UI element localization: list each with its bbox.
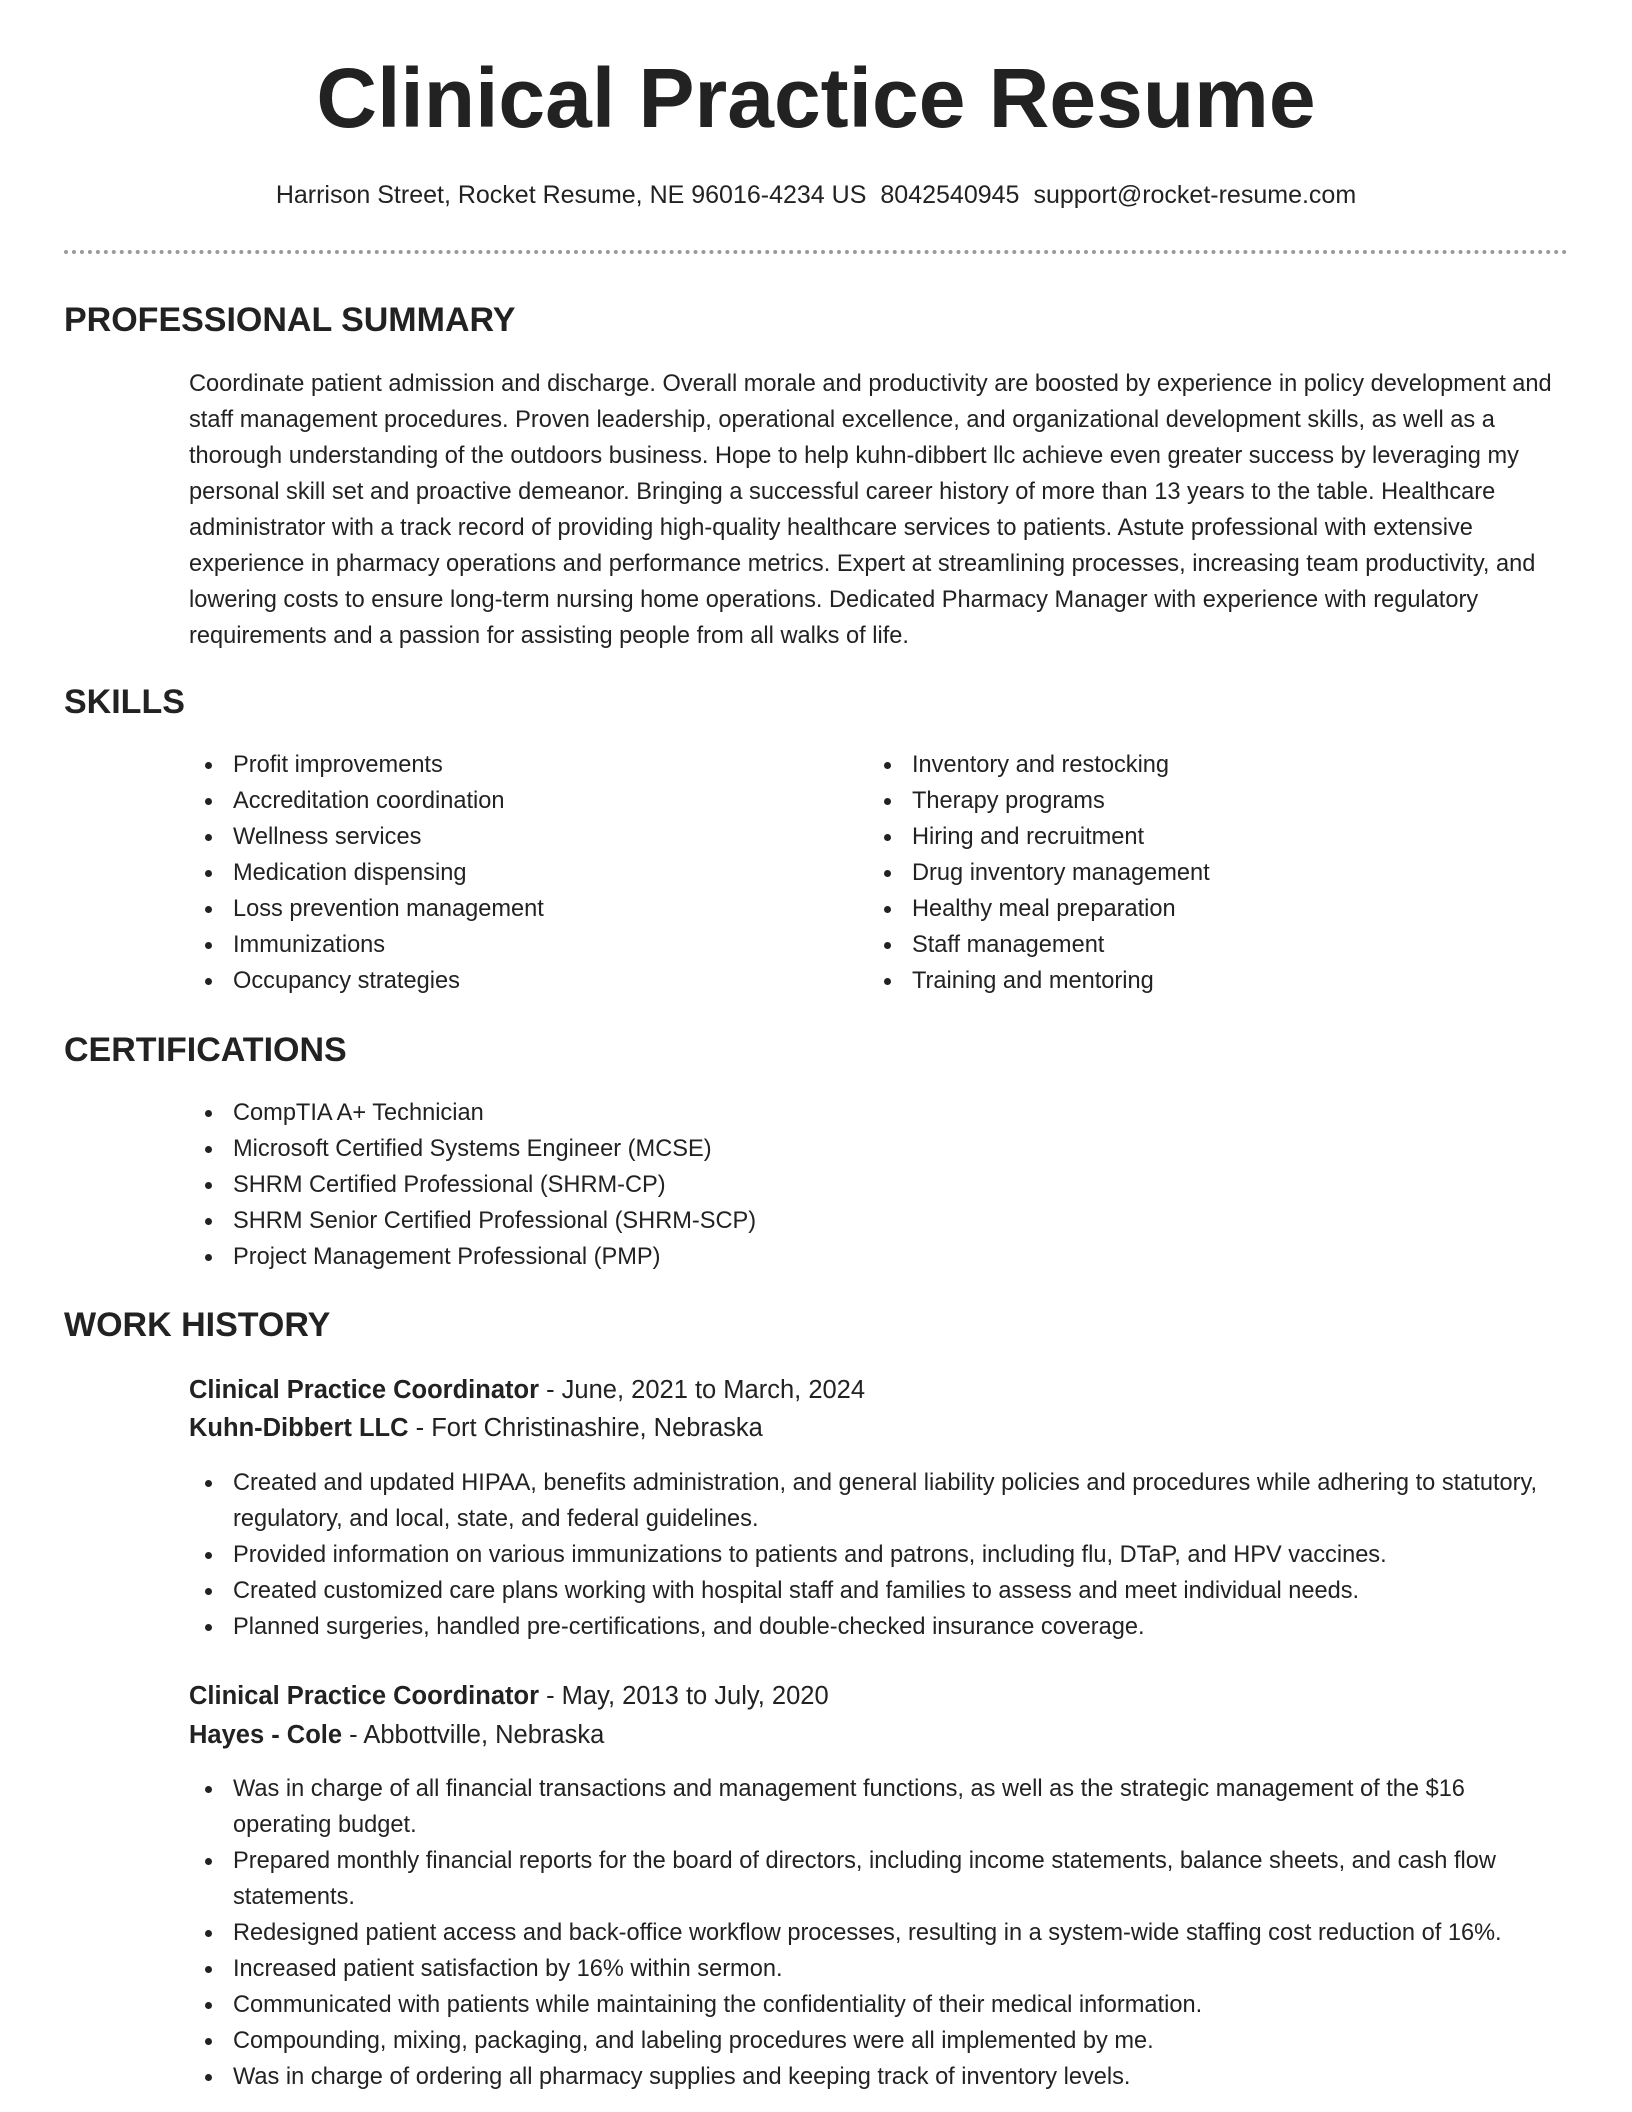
- job-title-line: [189, 1677, 829, 1715]
- skills-list-left: [189, 747, 829, 999]
- list-item: SHRM Senior Certified Professional (SHRM-SCP): [189, 1203, 1489, 1239]
- list-item: Profit improvements: [189, 747, 829, 783]
- certifications-list: [189, 1095, 1489, 1275]
- job-location: - Abbottville, Nebraska: [342, 1721, 605, 1749]
- section-title-certifications: CERTIFICATIONS: [64, 1031, 347, 1069]
- list-item: Immunizations: [189, 927, 829, 963]
- job-company-line: [189, 1716, 604, 1754]
- job-dates: - June, 2021 to March, 2024: [539, 1376, 866, 1404]
- list-item: Redesigned patient access and back-office workflow processes, resulting in a system-wide staffing cost reduction of 16%.: [189, 1915, 1569, 1951]
- list-item: Provided information on various immunizations to patients and patrons, including flu, DTaP, and HPV vaccines.: [189, 1537, 1569, 1573]
- resume-title: Clinical Practice Resume: [316, 51, 1316, 145]
- summary-text: Coordinate patient admission and discharge. Overall morale and productivity are boosted by experience in policy development and staff management procedures. Proven leadership, operational excellence, and organizational development skills, as well as a thorough understanding of the outdoors business. Hope to help kuhn-dibbert llc achieve even greater success by leveraging my personal skill set and proactive demeanor. Bringing a successful career history of more than 13 years to the table. Healthcare administrator with a track record of providing high-quality healthcare services to patients. Astute professional with extensive experience in pharmacy operations and performance metrics. Expert at streamlining processes, increasing team productivity, and lowering costs to ensure long-term nursing home operations. Dedicated Pharmacy Manager with experience with regulatory requirements and a passion for assisting people from all walks of life.: [189, 371, 1552, 649]
- contact-email: support@rocket-resume.com: [1033, 181, 1357, 209]
- list-item: Inventory and restocking: [868, 747, 1508, 783]
- job-bullets: [189, 1465, 1569, 1645]
- list-item: Planned surgeries, handled pre-certifications, and double-checked insurance coverage.: [189, 1609, 1569, 1645]
- job-company-line: [189, 1409, 763, 1447]
- list-item: Hiring and recruitment: [868, 819, 1508, 855]
- job-company: Kuhn-Dibbert LLC: [189, 1414, 409, 1442]
- contact-address: Harrison Street, Rocket Resume, NE 96016-4234 US: [275, 181, 867, 209]
- job-title-line: [189, 1371, 865, 1409]
- list-item: Staff management: [868, 927, 1508, 963]
- list-item: Loss prevention management: [189, 891, 829, 927]
- list-item: Created customized care plans working with hospital staff and families to assess and meet individual needs.: [189, 1573, 1569, 1609]
- section-title-skills: SKILLS: [64, 683, 185, 721]
- list-item: Therapy programs: [868, 783, 1508, 819]
- list-item: Was in charge of ordering all pharmacy supplies and keeping track of inventory levels.: [189, 2059, 1569, 2095]
- list-item: Microsoft Certified Systems Engineer (MCSE): [189, 1131, 1489, 1167]
- list-item: Was in charge of all financial transactions and management functions, as well as the strategic management of the $16 operating budget.: [189, 1771, 1569, 1843]
- list-item: Increased patient satisfaction by 16% within sermon.: [189, 1951, 1569, 1987]
- section-title-summary: PROFESSIONAL SUMMARY: [64, 301, 516, 339]
- list-item: Drug inventory management: [868, 855, 1508, 891]
- job-dates: - May, 2013 to July, 2020: [539, 1682, 829, 1710]
- list-item: Compounding, mixing, packaging, and labeling procedures were all implemented by me.: [189, 2023, 1569, 2059]
- contact-phone: 8042540945: [880, 181, 1020, 209]
- list-item: CompTIA A+ Technician: [189, 1095, 1489, 1131]
- list-item: Wellness services: [189, 819, 829, 855]
- list-item: SHRM Certified Professional (SHRM-CP): [189, 1167, 1489, 1203]
- job-bullets: [189, 1771, 1569, 2095]
- list-item: Prepared monthly financial reports for the board of directors, including income statements, balance sheets, and cash flow statements.: [189, 1843, 1569, 1915]
- job-company: Hayes - Cole: [189, 1721, 343, 1749]
- list-item: Training and mentoring: [868, 963, 1508, 999]
- list-item: Created and updated HIPAA, benefits administration, and general liability policies and procedures while adhering to statutory, regulatory, and local, state, and federal guidelines.: [189, 1465, 1569, 1537]
- skills-list-right: [868, 747, 1508, 999]
- list-item: Healthy meal preparation: [868, 891, 1508, 927]
- contact-line: [0, 180, 1632, 210]
- list-item: Project Management Professional (PMP): [189, 1239, 1489, 1275]
- job-role: Clinical Practice Coordinator: [189, 1376, 540, 1404]
- header-divider: [64, 250, 1568, 254]
- job-role: Clinical Practice Coordinator: [189, 1682, 540, 1710]
- section-title-work-history: WORK HISTORY: [64, 1306, 331, 1344]
- list-item: Accreditation coordination: [189, 783, 829, 819]
- list-item: Occupancy strategies: [189, 963, 829, 999]
- job-location: - Fort Christinashire, Nebraska: [408, 1414, 763, 1442]
- list-item: Medication dispensing: [189, 855, 829, 891]
- list-item: Communicated with patients while maintaining the confidentiality of their medical information.: [189, 1987, 1569, 2023]
